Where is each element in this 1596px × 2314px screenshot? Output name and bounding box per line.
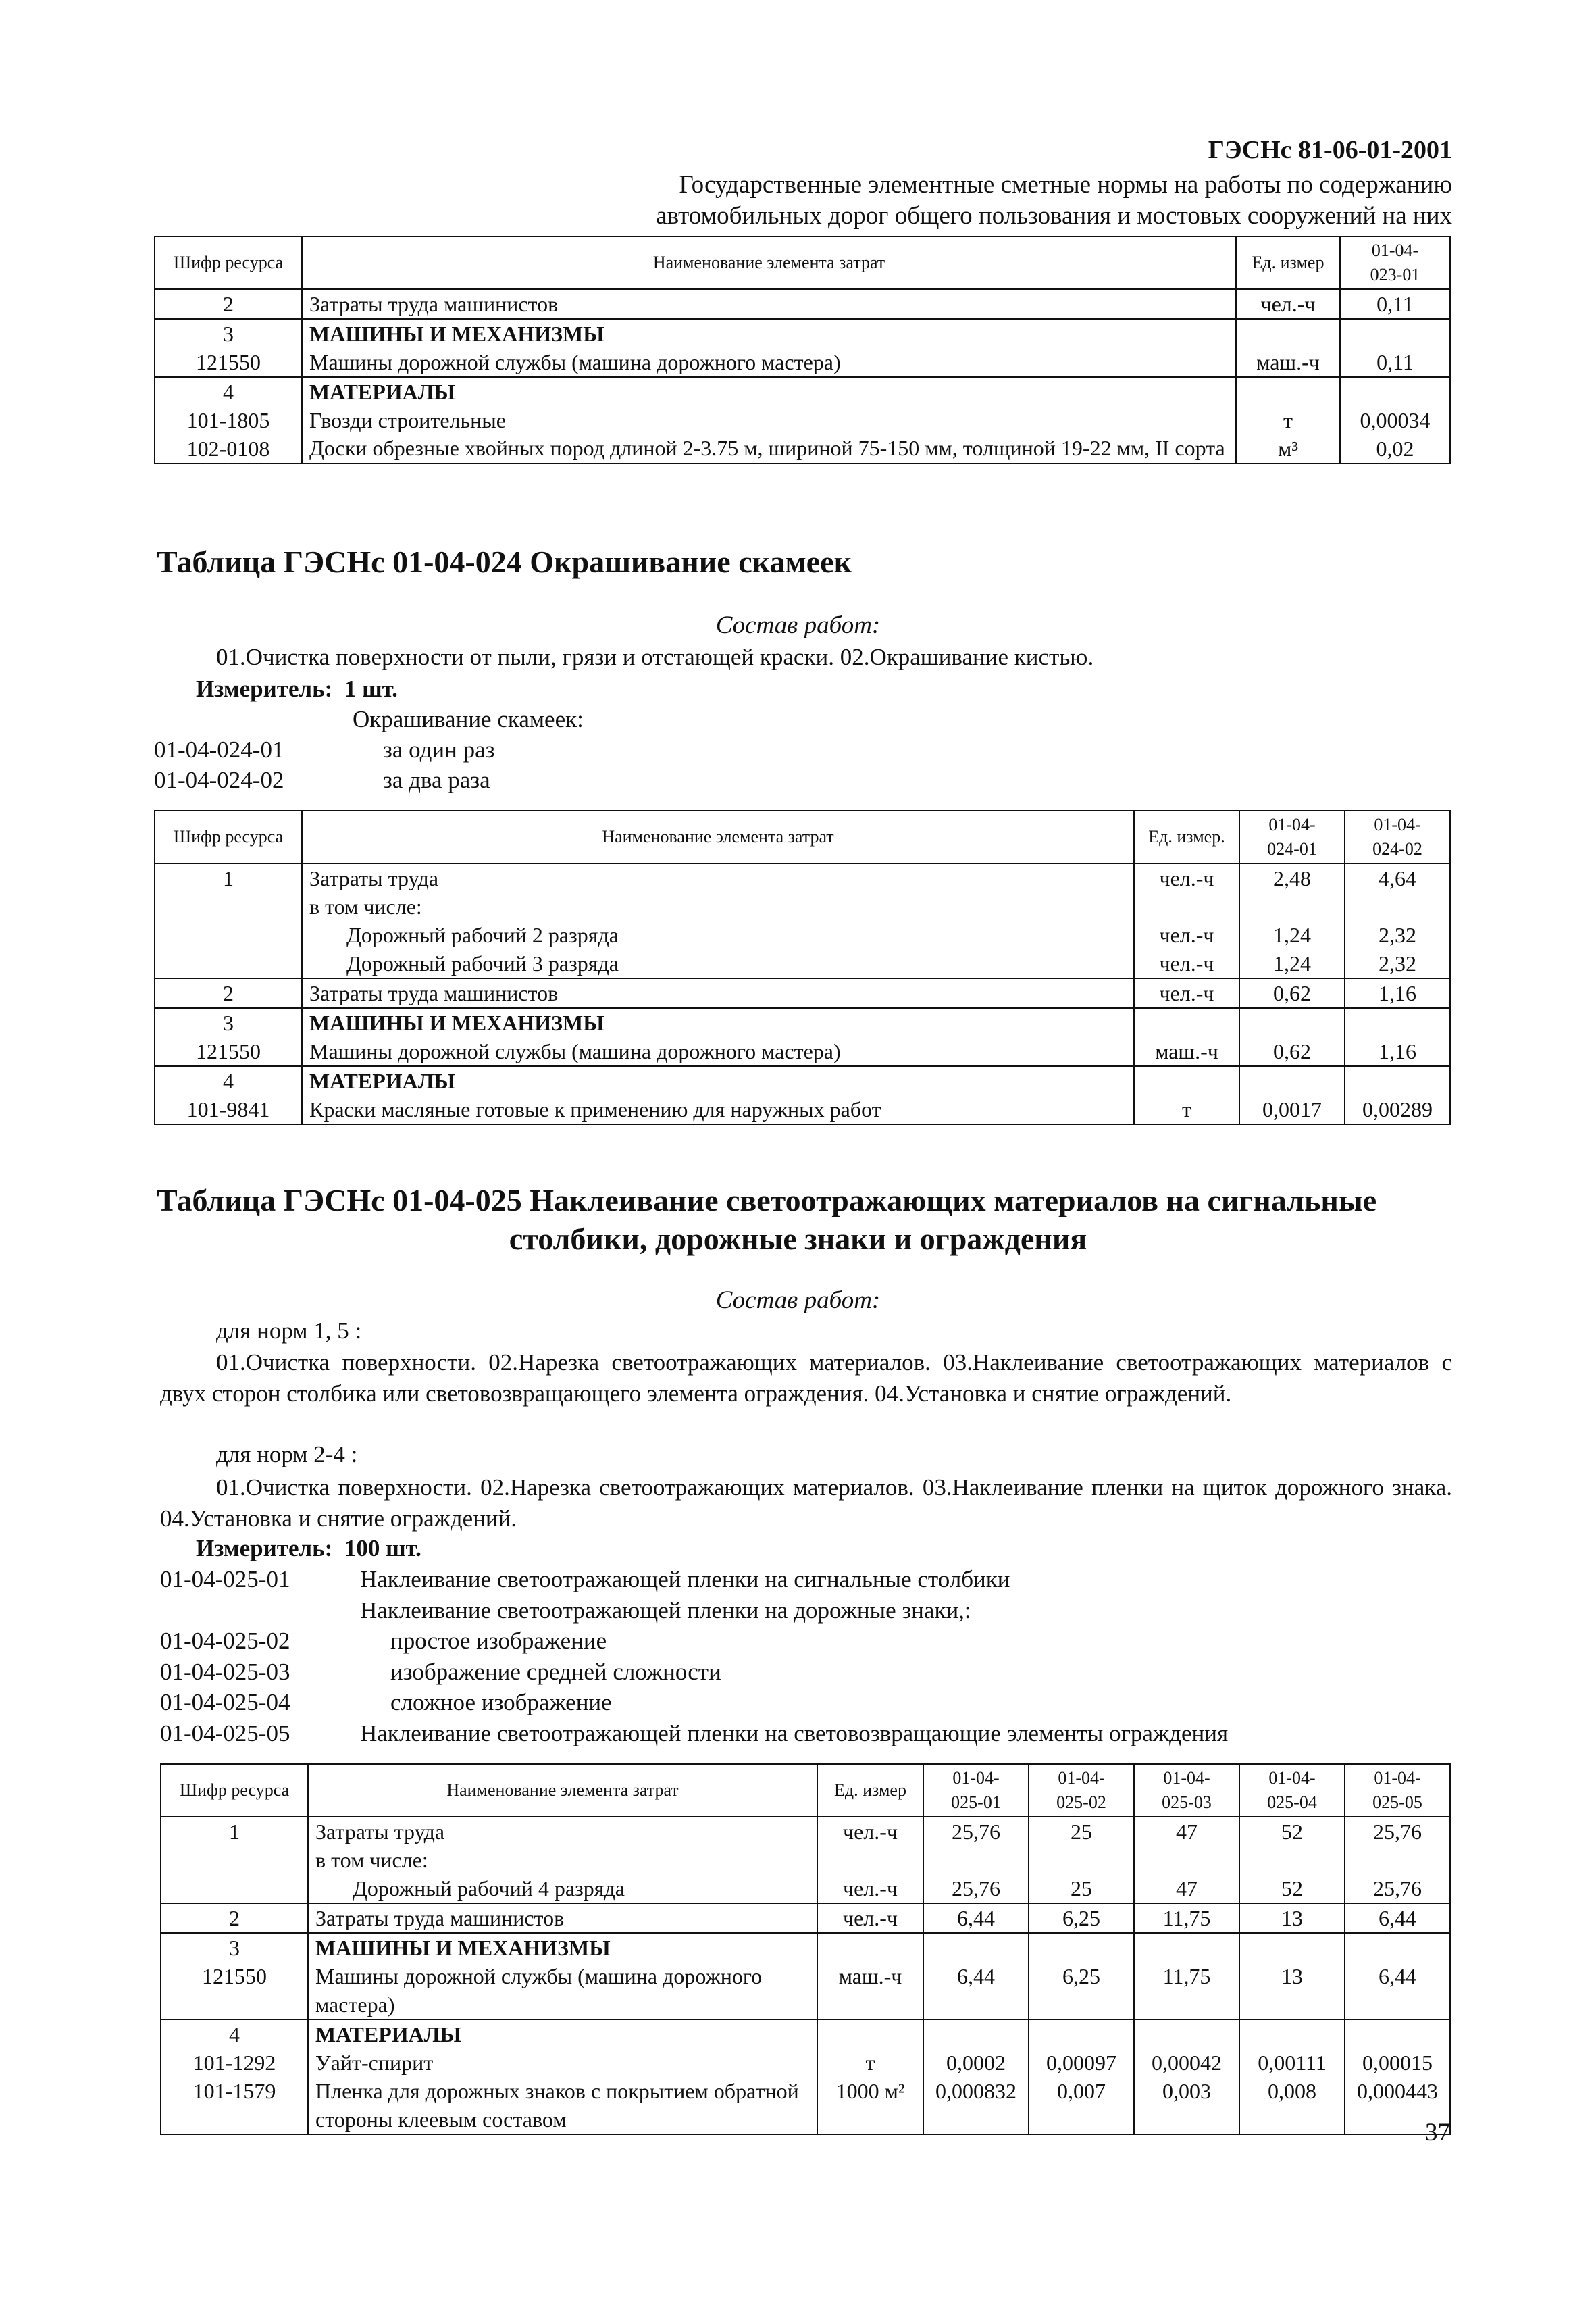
- table-023: [154, 236, 1451, 464]
- col-header-norm: 01-04- 025-04: [1239, 1764, 1345, 1817]
- norm-code: 01-04-025-01: [160, 1566, 290, 1592]
- col-header-code: Шифр ресурса: [161, 1764, 308, 1817]
- table-row: 4 101-1292 101-1579 МАТЕРИАЛЫ Уайт-спирит Пленка для дорожных знаков с покрытием обратной стороны клеевым составом т 1000 м² 0,0002 0,000832 0,00097 0,007 0,00042 0,003 0,00111 0,008 0,00015 0,000443: [161, 2019, 1450, 2134]
- norm-text: Наклеивание светоотражающей пленки на световозвращающие элементы ограждения: [360, 1720, 1229, 1746]
- col-header-name: Наименование элемента затрат: [302, 236, 1236, 289]
- table-025: [160, 1763, 1451, 2135]
- col-header-code: Шифр ресурса: [155, 236, 302, 289]
- col-header-norm: 01-04- 025-01: [923, 1764, 1029, 1817]
- col-header-norm: 01-04- 025-02: [1029, 1764, 1134, 1817]
- table-row: 2 Затраты труда машинистов чел.-ч 0,11: [155, 289, 1450, 319]
- col-header-norm: 01-04- 024-01: [1239, 811, 1345, 863]
- col-header-unit: Ед. измер.: [1134, 811, 1239, 863]
- col-header-unit: Ед. измер: [1236, 236, 1340, 289]
- norm-text: простое изображение: [390, 1628, 607, 1654]
- standard-code: ГЭСНс 81-06-01-2001: [1208, 136, 1452, 164]
- norm-code: 01-04-025-04: [160, 1689, 290, 1715]
- table-row: 3 121550 МАШИНЫ И МЕХАНИЗМЫ Машины дорожной службы (машина дорожного мастера) маш.-ч 0,62 1,16: [155, 1008, 1450, 1066]
- norm-text: Наклеивание светоотражающей пленки на сигнальные столбики: [360, 1566, 1010, 1592]
- norm-text: изображение средней сложности: [390, 1659, 721, 1685]
- composition-text: 01.Очистка поверхности от пыли, грязи и отстающей краски. 02.Окрашивание кистью.: [216, 644, 1094, 670]
- norm-code: 01-04-025-05: [160, 1720, 290, 1746]
- norm-code: 01-04-025-03: [160, 1659, 290, 1685]
- standard-title-line2: автомобильных дорог общего пользования и мостовых сооружений на них: [656, 202, 1452, 230]
- col-header-code: Шифр ресурса: [155, 811, 302, 863]
- norm-code: 01-04-024-01: [154, 736, 284, 763]
- table-row: 2 Затраты труда машинистов чел.-ч 6,44 6,25 11,75 13 6,44: [161, 1903, 1450, 1933]
- col-header-name: Наименование элемента затрат: [302, 811, 1134, 863]
- norm-text: за два раза: [383, 767, 490, 793]
- composition-label: Состав работ:: [715, 1286, 881, 1314]
- table-row: 3 121550 МАШИНЫ И МЕХАНИЗМЫ Машины дорожной службы (машина дорожного мастера) маш.-ч 6,44 6,25 11,75 13 6,44: [161, 1933, 1450, 2019]
- norm-code: 01-04-025-02: [160, 1628, 290, 1654]
- col-header-unit: Ед. измер: [817, 1764, 923, 1817]
- composition-text: 01.Очистка поверхности. 02.Нарезка светоотражающих материалов. 03.Наклеивание светоотражающих материалов с двух сторон столбика или световозвращающего элемента ограждения. 04.Установка и снятие ограждений.: [160, 1349, 1452, 1407]
- table-row: 4 101-1805 102-0108 МАТЕРИАЛЫ Гвозди строительные Доски обрезные хвойных пород длиной 2-3.75 м, шириной 75-150 мм, толщиной 19-22 мм, II сорта т м³ 0,00034 0,02: [155, 377, 1450, 463]
- meter: Измеритель: 1 шт.: [196, 676, 398, 702]
- meter: Измеритель: 100 шт.: [196, 1535, 421, 1561]
- table-024: [154, 810, 1451, 1125]
- norm-text: сложное изображение: [390, 1689, 612, 1715]
- col-header-norm: 01-04- 024-02: [1345, 811, 1450, 863]
- col-header-norm: 01-04- 025-05: [1345, 1764, 1450, 1817]
- table-025-title-line1: Таблица ГЭСНс 01-04-025 Наклеивание светоотражающих материалов на сигнальные: [157, 1183, 1377, 1217]
- table-row: 2 Затраты труда машинистов чел.-ч 0,62 1,16: [155, 978, 1450, 1008]
- norm-text: за один раз: [383, 736, 495, 763]
- norm-code: 01-04-024-02: [154, 767, 284, 793]
- table-row: 4 101-9841 МАТЕРИАЛЫ Краски масляные готовые к применению для наружных работ т 0,0017 0,00289: [155, 1066, 1450, 1124]
- group-title: Наклеивание светоотражающей пленки на дорожные знаки,:: [360, 1597, 971, 1624]
- col-header-name: Наименование элемента затрат: [308, 1764, 817, 1817]
- norms-range: для норм 2-4 :: [216, 1441, 358, 1467]
- standard-title-line1: Государственные элементные сметные нормы на работы по содержанию: [679, 171, 1452, 199]
- composition-text: 01.Очистка поверхности. 02.Нарезка светоотражающих материалов. 03.Наклеивание пленки на щиток дорожного знака. 04.Установка и снятие ограждений.: [160, 1474, 1452, 1532]
- group-title: Окрашивание скамеек:: [353, 706, 584, 732]
- norms-range: для норм 1, 5 :: [216, 1317, 362, 1344]
- table-row: 3 121550 МАШИНЫ И МЕХАНИЗМЫ Машины дорожной службы (машина дорожного мастера) маш.-ч 0,11: [155, 319, 1450, 377]
- table-024-title: Таблица ГЭСНс 01-04-024 Окрашивание скамеек: [157, 545, 852, 579]
- table-025-title-line2: столбики, дорожные знаки и ограждения: [509, 1222, 1087, 1256]
- composition-label: Состав работ:: [715, 611, 881, 639]
- col-header-norm: 01-04- 023-01: [1340, 236, 1450, 289]
- table-row: 1 Затраты труда в том числе: Дорожный рабочий 4 разряда чел.-ч чел.-ч 25,76 25,76 25 25 47 47 52 52 25,76 25,76: [161, 1817, 1450, 1903]
- page-number: 37: [1425, 2119, 1450, 2146]
- table-row: 1 Затраты труда в том числе: Дорожный рабочий 2 разряда Дорожный рабочий 3 разряда чел.-ч чел.-ч чел.-ч 2,48 1,24 1,24 4,64 2,32 2,32: [155, 863, 1450, 978]
- col-header-norm: 01-04- 025-03: [1134, 1764, 1239, 1817]
